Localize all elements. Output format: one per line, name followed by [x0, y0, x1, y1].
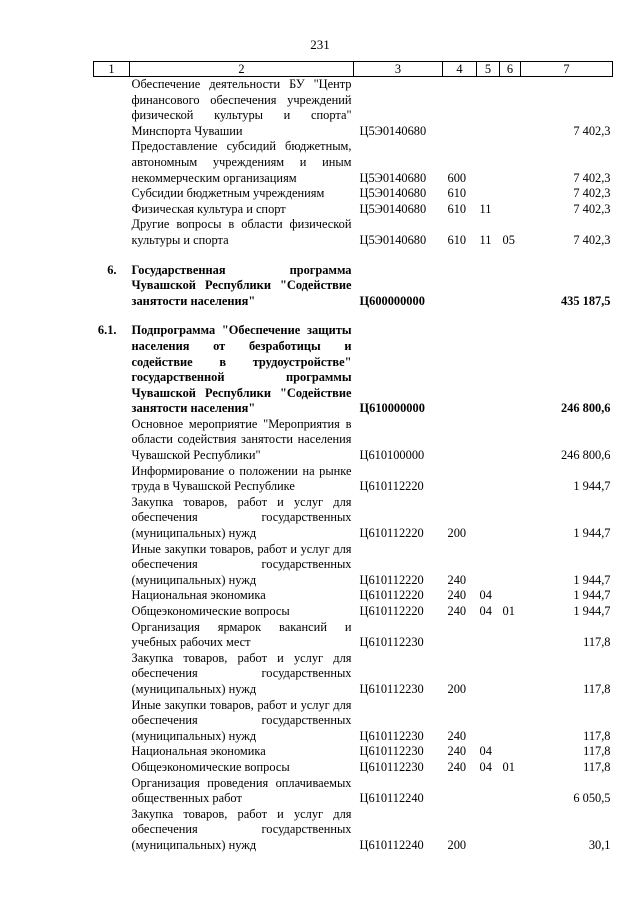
row-section-cell — [477, 807, 500, 854]
row-section-cell — [477, 417, 500, 464]
row-name-cell: Национальная экономика — [131, 588, 266, 603]
row-number-cell — [94, 776, 130, 807]
row-subsection-cell — [500, 249, 521, 310]
header-cell: 4 — [443, 62, 477, 77]
row-subsection-cell — [500, 139, 521, 186]
row-amount-cell: 1 944,7 — [573, 526, 611, 541]
row-expense-type-cell: 240 — [447, 759, 467, 774]
table-row — [94, 620, 613, 651]
row-expense-type-cell: 240 — [447, 588, 467, 603]
header-cell: 1 — [94, 62, 130, 77]
table-row — [94, 309, 613, 417]
row-expense-type-cell: 200 — [447, 837, 467, 852]
row-amount-cell: 117,8 — [583, 759, 611, 774]
table-row — [94, 744, 613, 760]
row-number-cell — [94, 139, 130, 186]
table-row — [94, 464, 613, 495]
row-code-cell: Ц610112230 — [359, 728, 424, 743]
row-name-cell: Общеэкономические вопросы — [131, 604, 290, 618]
table-row — [94, 417, 613, 464]
row-amount-cell: 246 800,6 — [560, 401, 611, 416]
row-number-cell — [94, 604, 130, 620]
row-section-cell: 04 — [479, 604, 492, 618]
header-cell: 6 — [500, 62, 521, 77]
row-code-cell: Ц5Э0140680 — [359, 170, 427, 185]
row-subsection-cell: 01 — [502, 604, 515, 618]
row-expense-type-cell: 610 — [447, 186, 467, 201]
row-number-cell — [94, 495, 130, 542]
row-code-cell: Ц610112220 — [359, 572, 424, 587]
row-name-cell: Предоставление субсидий бюджетным, автономным учреждениям и иным некоммерческим организациям — [131, 139, 352, 185]
row-code-cell: Ц610112220 — [359, 604, 424, 618]
row-amount-cell: 246 800,6 — [560, 448, 611, 463]
row-code-cell: Ц610100000 — [359, 448, 425, 463]
row-subsection-cell: 01 — [502, 759, 515, 774]
row-code-cell: Ц5Э0140680 — [359, 123, 427, 138]
row-amount-cell: 435 187,5 — [560, 293, 611, 308]
row-number-cell — [94, 760, 130, 776]
row-subsection-cell — [500, 698, 521, 745]
row-subsection-cell — [500, 309, 521, 417]
row-name-cell: Закупка товаров, работ и услуг для обеспечения государственных (муниципальных) нужд — [131, 494, 352, 541]
row-expense-type-cell — [443, 620, 477, 651]
table-row — [94, 807, 613, 854]
row-amount-cell: 1 944,7 — [573, 572, 611, 587]
table-row — [94, 760, 613, 776]
row-subsection-cell — [500, 542, 521, 589]
row-code-cell: Ц610112220 — [359, 526, 424, 541]
row-amount-cell: 7 402,3 — [573, 186, 611, 201]
row-expense-type-cell — [443, 309, 477, 417]
table-row — [94, 698, 613, 745]
row-code-cell: Ц610112220 — [359, 479, 424, 494]
row-number-cell — [94, 217, 130, 248]
row-number-cell: 6.1. — [97, 323, 117, 338]
row-subsection-cell — [500, 776, 521, 807]
row-expense-type-cell: 240 — [447, 728, 467, 743]
table-row — [94, 542, 613, 589]
row-subsection-cell — [500, 807, 521, 854]
row-amount-cell: 7 402,3 — [573, 201, 611, 216]
row-section-cell: 11 — [479, 232, 492, 247]
table-row — [94, 495, 613, 542]
row-subsection-cell — [500, 77, 521, 140]
row-amount-cell: 1 944,7 — [573, 604, 611, 618]
table-row — [94, 202, 613, 218]
row-section-cell — [477, 186, 500, 202]
table-row — [94, 588, 613, 604]
header-cell: 5 — [477, 62, 500, 77]
row-expense-type-cell: 240 — [447, 604, 467, 618]
row-number-cell — [94, 651, 130, 698]
row-number-cell — [94, 186, 130, 202]
table-row — [94, 139, 613, 186]
row-amount-cell: 117,8 — [583, 744, 611, 759]
table-row — [94, 776, 613, 807]
row-number-cell — [94, 542, 130, 589]
row-subsection-cell — [500, 651, 521, 698]
row-expense-type-cell — [443, 77, 477, 140]
row-section-cell — [477, 776, 500, 807]
row-name-cell: Национальная экономика — [131, 744, 266, 759]
row-code-cell: Ц5Э0140680 — [359, 201, 427, 216]
row-expense-type-cell: 610 — [447, 201, 467, 216]
row-subsection-cell — [500, 464, 521, 495]
row-subsection-cell: 05 — [502, 232, 515, 247]
row-amount-cell: 6 050,5 — [573, 791, 611, 806]
row-name-cell: Основное мероприятие "Мероприятия в области содействия занятости населения Чувашской Республики" — [131, 416, 352, 463]
table-header-row — [94, 62, 613, 77]
row-name-cell: Общеэкономические вопросы — [131, 759, 290, 774]
row-subsection-cell — [500, 417, 521, 464]
row-amount-cell: 1 944,7 — [573, 479, 611, 494]
row-code-cell: Ц5Э0140680 — [359, 232, 427, 247]
table-body — [94, 77, 613, 854]
row-section-cell — [477, 542, 500, 589]
row-code-cell: Ц610112230 — [359, 744, 424, 759]
row-name-cell: Закупка товаров, работ и услуг для обеспечения государственных (муниципальных) нужд — [131, 806, 352, 852]
row-code-cell: Ц610112230 — [359, 635, 424, 650]
row-name-cell: Физическая культура и спорт — [131, 201, 286, 216]
row-number-cell — [94, 464, 130, 495]
row-subsection-cell — [500, 495, 521, 542]
row-amount-cell: 7 402,3 — [573, 170, 611, 185]
table-row — [94, 77, 613, 140]
row-expense-type-cell: 600 — [447, 170, 467, 185]
row-code-cell: Ц610000000 — [359, 401, 425, 416]
row-code-cell: Ц610112230 — [359, 759, 424, 774]
row-name-cell: Государственная программа Чувашской Республики "Содействие занятости населения" — [131, 262, 352, 308]
row-name-cell: Подпрограмма "Обеспечение защиты населения от безработицы и содействие в трудоустройстве" государственной программы Чувашской Республики "Содействие занятости населения" — [131, 323, 352, 416]
row-number-cell — [94, 77, 130, 140]
row-section-cell — [477, 620, 500, 651]
row-amount-cell: 1 944,7 — [573, 588, 611, 603]
row-amount-cell: 7 402,3 — [573, 232, 611, 247]
row-expense-type-cell — [443, 464, 477, 495]
row-subsection-cell — [500, 620, 521, 651]
row-code-cell: Ц610112240 — [359, 791, 424, 806]
row-name-cell: Обеспечение деятельности БУ "Центр финансового обеспечения учреждений физической культуры и спорта" Минспорта Чувашии — [131, 77, 352, 138]
row-name-cell: Другие вопросы в области физической культуры и спорта — [131, 217, 352, 247]
row-code-cell: Ц610112230 — [359, 681, 424, 696]
row-name-cell: Организация проведения оплачиваемых общественных работ — [131, 775, 352, 806]
table-row — [94, 186, 613, 202]
row-name-cell: Информирование о положении на рынке труда в Чувашской Республике — [131, 463, 352, 494]
row-expense-type-cell: 240 — [447, 744, 467, 759]
row-code-cell: Ц600000000 — [359, 293, 425, 308]
row-name-cell: Иные закупки товаров, работ и услуг для обеспечения государственных (муниципальных) нужд — [131, 697, 352, 743]
row-section-cell — [477, 77, 500, 140]
row-expense-type-cell: 610 — [447, 232, 467, 247]
row-expense-type-cell — [443, 417, 477, 464]
page-number: 231 — [310, 37, 330, 52]
row-section-cell — [477, 249, 500, 310]
budget-table — [93, 61, 613, 854]
row-section-cell — [477, 309, 500, 417]
row-expense-type-cell: 200 — [447, 681, 467, 696]
row-amount-cell: 117,8 — [583, 728, 611, 743]
row-expense-type-cell: 200 — [447, 526, 467, 541]
row-expense-type-cell — [443, 249, 477, 310]
table-row — [94, 217, 613, 248]
header-cell: 3 — [354, 62, 443, 77]
row-section-cell — [477, 464, 500, 495]
row-code-cell: Ц5Э0140680 — [359, 186, 427, 201]
row-amount-cell: 117,8 — [583, 681, 611, 696]
row-number-cell — [94, 620, 130, 651]
header-cell: 7 — [521, 62, 613, 77]
table-row — [94, 651, 613, 698]
row-number-cell — [94, 807, 130, 854]
row-expense-type-cell — [443, 776, 477, 807]
row-name-cell: Организация ярмарок вакансий и учебных рабочих мест — [131, 619, 352, 650]
row-subsection-cell — [500, 186, 521, 202]
row-subsection-cell — [500, 588, 521, 604]
row-name-cell: Закупка товаров, работ и услуг для обеспечения государственных (муниципальных) нужд — [131, 650, 352, 696]
row-code-cell: Ц610112240 — [359, 837, 424, 852]
row-section-cell: 04 — [479, 588, 492, 603]
table-row — [94, 604, 613, 620]
row-code-cell: Ц610112220 — [359, 588, 424, 603]
row-number-cell — [94, 417, 130, 464]
table-row — [94, 249, 613, 310]
row-section-cell: 04 — [479, 744, 492, 759]
row-name-cell: Субсидии бюджетным учреждениям — [131, 186, 325, 201]
row-number-cell — [94, 744, 130, 760]
row-amount-cell: 117,8 — [583, 635, 611, 650]
row-number-cell: 6. — [107, 262, 117, 277]
row-number-cell — [94, 588, 130, 604]
row-amount-cell: 7 402,3 — [573, 123, 611, 138]
row-subsection-cell — [500, 744, 521, 760]
row-expense-type-cell: 240 — [447, 572, 467, 587]
row-section-cell — [477, 139, 500, 186]
row-number-cell — [94, 698, 130, 745]
row-section-cell — [477, 495, 500, 542]
row-amount-cell: 30,1 — [588, 837, 611, 852]
header-cell: 2 — [130, 62, 354, 77]
row-name-cell: Иные закупки товаров, работ и услуг для обеспечения государственных (муниципальных) нужд — [131, 541, 352, 587]
row-section-cell: 11 — [479, 201, 492, 216]
row-section-cell: 04 — [479, 759, 492, 774]
row-section-cell — [477, 651, 500, 698]
row-subsection-cell — [500, 202, 521, 218]
row-number-cell — [94, 202, 130, 218]
row-section-cell — [477, 698, 500, 745]
